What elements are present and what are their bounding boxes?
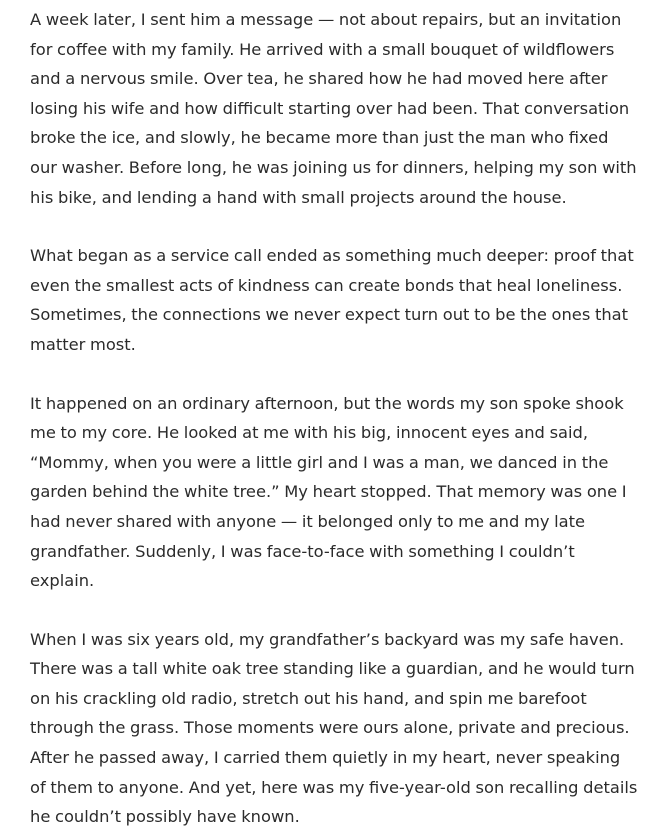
article-body — [30, 5, 640, 832]
paragraph-coffee-invitation: A week later, I sent him a message — not about repairs, but an invitation for coffee with my family. He arrived with a small bouquet of wildflowers and a nervous smile. Over tea, he shared how he had moved here after losing his wife and how difficult starting over had been. That conversation broke the ice, and slowly, he became more than just the man who fixed our washer. Before long, he was joining us for dinners, helping my son with his bike, and lending a hand with small projects around the house. — [30, 10, 637, 207]
paragraph-kindness-bonds: What began as a service call ended as something much deeper: proof that even the smallest acts of kindness can create bonds that heal loneliness. Sometimes, the connections we never expect turn out to be the ones that matter most. — [30, 246, 634, 354]
paragraph-son-memory: It happened on an ordinary afternoon, but the words my son spoke shook me to my core. He looked at me with his big, innocent eyes and said, “Mommy, when you were a little girl and I was a man, we danced in the garden behind the white tree.” My heart stopped. That memory was one I had never shared with anyone — it belonged only to me and my late grandfather. Suddenly, I was face-to-face with something I couldn’t explain. — [30, 393, 627, 591]
paragraph-grandfather-backyard: When I was six years old, my grandfather’s backyard was my safe haven. There was a tall white oak tree standing like a guardian, and he would turn on his crackling old radio, stretch out his hand, and spin me barefoot through the grass. Those moments were ours alone, private and precious. After he passed away, I carried them quietly in my heart, never speaking of them to anyone. And yet, here was my five-year-old son recalling details he couldn’t possibly have known. — [30, 629, 638, 827]
